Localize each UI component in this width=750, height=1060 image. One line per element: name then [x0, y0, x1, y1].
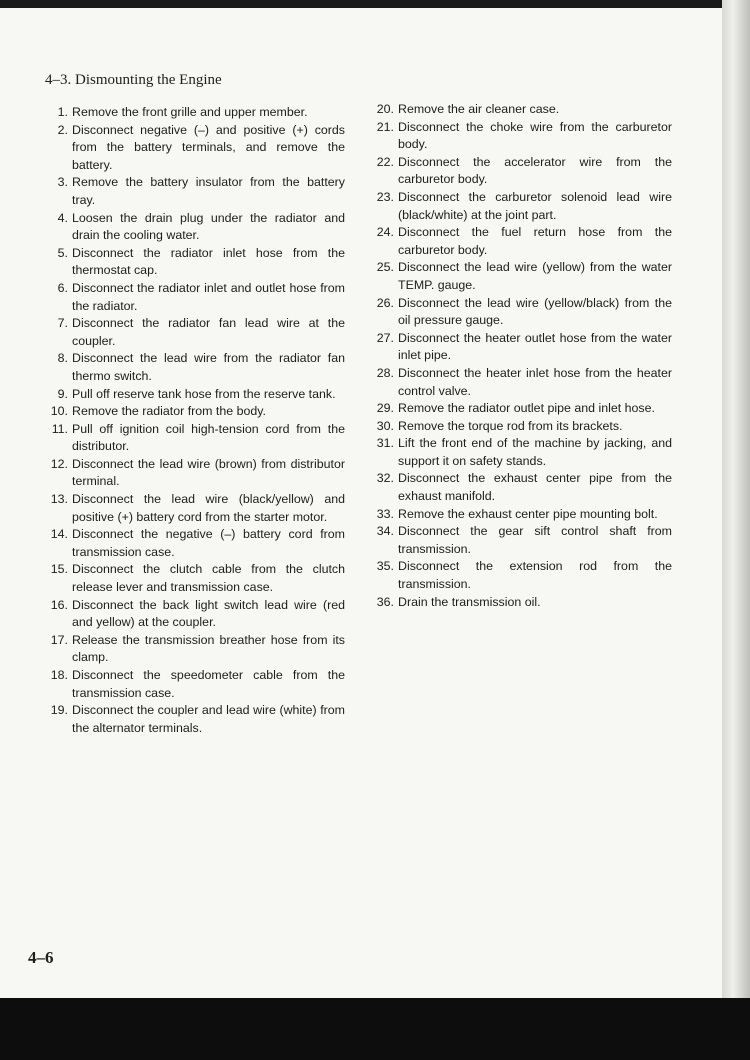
step-item [368, 400, 672, 418]
step-text: Remove the exhaust center pipe mounting bolt. [398, 506, 658, 521]
step-text: Disconnect negative (–) and positive (+) cords from the battery terminals, and remove the battery. [72, 122, 345, 172]
step-number: 26. [376, 295, 394, 310]
step-item [368, 523, 672, 558]
step-item [368, 558, 672, 593]
steps-list-left [45, 104, 345, 737]
step-number: 12. [50, 456, 68, 471]
step-text: Disconnect the gear sift control shaft from transmission. [398, 524, 672, 556]
step-text: Pull off ignition coil high-tension cord from the distributor. [72, 421, 345, 454]
step-text: Disconnect the radiator fan lead wire at the coupler. [72, 316, 345, 348]
step-item [368, 119, 672, 154]
step-text: Disconnect the lead wire (yellow) from the water TEMP. gauge. [398, 260, 672, 292]
step-number: 11. [51, 421, 68, 436]
step-number: 30. [376, 418, 394, 433]
step-number: 22. [376, 154, 394, 169]
step-item [45, 174, 345, 209]
step-item [45, 561, 345, 596]
step-item [45, 403, 345, 421]
step-item [368, 418, 672, 436]
step-number: 21. [376, 119, 394, 134]
step-number: 35. [376, 559, 394, 574]
steps-list-right [368, 101, 672, 611]
scan-shadow [0, 998, 750, 1060]
step-text: Remove the torque rod from its brackets. [398, 418, 623, 433]
step-item [45, 526, 345, 561]
step-number: 15. [50, 562, 68, 577]
step-item [45, 421, 345, 456]
step-number: 18. [50, 668, 68, 682]
step-text: Disconnect the choke wire from the carburetor body. [398, 119, 672, 152]
step-text: Disconnect the radiator inlet hose from the thermostat cap. [72, 245, 345, 278]
step-text: Disconnect the coupler and lead wire (white) from the alternator terminals. [72, 703, 345, 735]
step-number: 4. [57, 210, 68, 225]
step-text: Pull off reserve tank hose from the reserve tank. [72, 386, 336, 401]
step-number: 28. [376, 365, 394, 380]
step-item [45, 597, 345, 632]
step-number: 34. [376, 524, 394, 539]
step-number: 10. [50, 404, 68, 419]
step-number: 19. [50, 703, 68, 718]
step-item [368, 154, 672, 189]
step-number: 2. [57, 122, 68, 137]
step-text: Disconnect the lead wire (brown) from distributor terminal. [72, 456, 345, 489]
step-text: Remove the radiator outlet pipe and inlet hose. [398, 401, 655, 416]
step-text: Disconnect the extension rod from the transmission. [398, 559, 672, 592]
step-text: Disconnect the back light switch lead wire (red and yellow) at the coupler. [72, 597, 345, 630]
step-text: Remove the front grille and upper member. [72, 105, 308, 119]
step-item [368, 295, 672, 330]
step-number: 14. [50, 527, 68, 542]
manual-page [0, 8, 722, 998]
page-edge [722, 0, 750, 1000]
step-number: 33. [376, 506, 394, 521]
step-number: 32. [376, 471, 394, 486]
step-item [45, 702, 345, 737]
step-text: Disconnect the lead wire from the radiator fan thermo switch. [72, 351, 345, 383]
step-text: Disconnect the heater outlet hose from the water inlet pipe. [398, 330, 672, 363]
page-number: 4–6 [28, 948, 54, 967]
step-number: 5. [57, 245, 68, 260]
step-item [368, 259, 672, 294]
step-item [45, 491, 345, 526]
step-text: Disconnect the lead wire (yellow/black) from the oil pressure gauge. [398, 295, 672, 328]
step-number: 17. [50, 632, 68, 647]
step-text: Disconnect the lead wire (black/yellow) and positive (+) battery cord from the starter motor. [72, 492, 345, 524]
step-number: 27. [376, 330, 394, 345]
step-item [45, 315, 345, 350]
step-number: 9. [57, 386, 68, 401]
step-item [45, 456, 345, 491]
step-number: 36. [376, 594, 394, 609]
section-title: 4–3. Dismounting the Engine [45, 72, 222, 88]
step-text: Loosen the drain plug under the radiator and drain the cooling water. [72, 210, 345, 243]
step-item [368, 506, 672, 524]
step-item [45, 632, 345, 667]
step-item [368, 594, 672, 612]
step-number: 3. [57, 175, 68, 190]
step-item [45, 245, 345, 280]
step-text: Disconnect the exhaust center pipe from the exhaust manifold. [398, 471, 672, 504]
step-item [45, 280, 345, 315]
step-number: 29. [376, 401, 394, 416]
step-number: 24. [376, 225, 394, 240]
step-text: Remove the battery insulator from the battery tray. [72, 175, 345, 207]
step-item [368, 435, 672, 470]
step-number: 25. [376, 260, 394, 275]
step-number: 8. [57, 351, 68, 366]
step-text: Disconnect the negative (–) battery cord from transmission case. [72, 527, 345, 559]
step-text: Remove the air cleaner case. [398, 102, 560, 116]
step-item [368, 365, 672, 400]
step-item [45, 667, 345, 702]
step-item [45, 350, 345, 385]
step-number: 31. [376, 436, 394, 451]
step-text: Remove the radiator from the body. [72, 404, 266, 419]
step-text: Disconnect the accelerator wire from the carburetor body. [398, 154, 672, 187]
step-item [368, 470, 672, 505]
step-text: Lift the front end of the machine by jacking, and support it on safety stands. [398, 436, 672, 468]
step-text: Drain the transmission oil. [398, 594, 541, 609]
step-text: Disconnect the speedometer cable from the transmission case. [72, 668, 345, 700]
step-item [368, 189, 672, 224]
step-number: 13. [50, 492, 68, 507]
step-text: Disconnect the clutch cable from the clutch release lever and transmission case. [72, 562, 345, 595]
step-text: Disconnect the carburetor solenoid lead wire (black/white) at the joint part. [398, 189, 672, 222]
step-item [45, 122, 345, 175]
step-text: Release the transmission breather hose from its clamp. [72, 632, 345, 665]
step-number: 23. [376, 189, 394, 204]
step-item [45, 210, 345, 245]
step-number: 20. [376, 102, 394, 116]
step-number: 16. [50, 597, 68, 612]
step-text: Disconnect the radiator inlet and outlet hose from the radiator. [72, 280, 345, 313]
step-text: Disconnect the heater inlet hose from the heater control valve. [398, 365, 672, 398]
step-item [368, 224, 672, 259]
step-item [368, 330, 672, 365]
step-item [45, 386, 345, 404]
step-item [368, 101, 672, 119]
step-number: 7. [57, 316, 68, 331]
step-number: 1. [57, 105, 68, 119]
step-item [45, 104, 345, 122]
step-number: 6. [57, 280, 68, 295]
step-text: Disconnect the fuel return hose from the carburetor body. [398, 225, 672, 257]
